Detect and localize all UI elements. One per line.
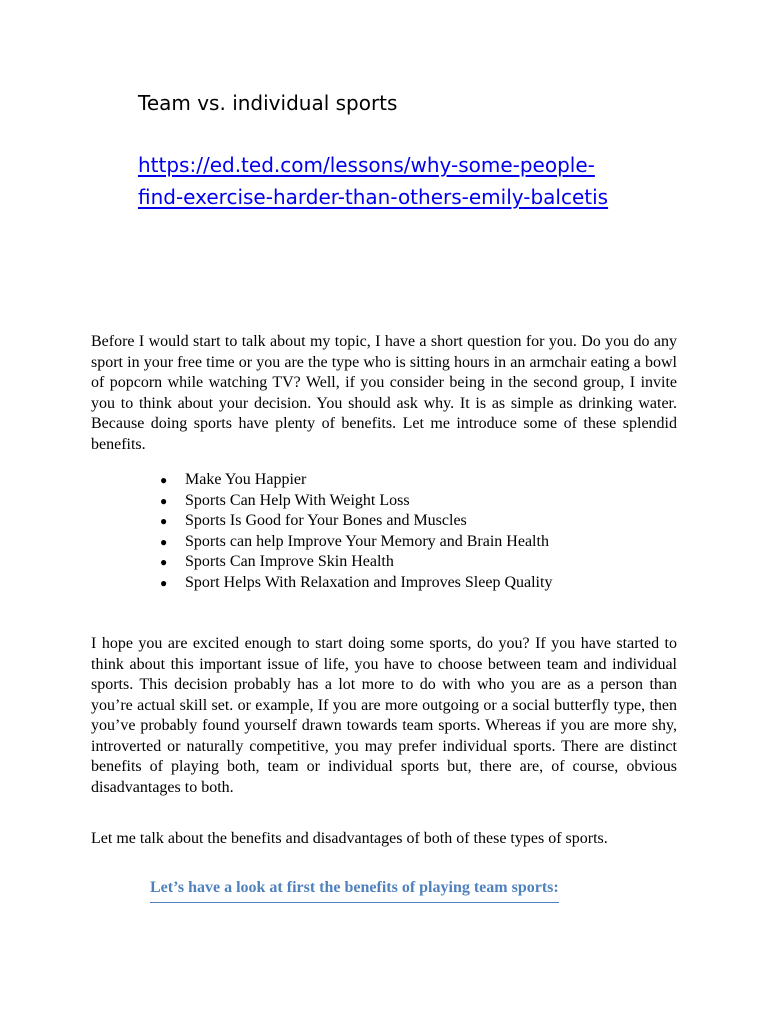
benefit-text: Sport Helps With Relaxation and Improves Sleep Quality [185,573,553,591]
bullet-icon: ● [160,534,168,549]
ted-lesson-link-line-2[interactable]: find-exercise-harder-than-others-emily-balcetis [138,185,609,209]
bullet-icon: ● [160,555,168,569]
document-title: Team vs. individual sports [138,91,398,115]
team-sports-heading: Let’s have a look at first the benefits of playing team sports: [150,877,559,903]
list-item [160,573,552,594]
benefit-text: Sports Can Improve Skin Health [185,553,394,570]
sports-choice-paragraph: I hope you are excited enough to start doing some sports, do you? If you have started to think about this important issue of life, you have to choose between team and individual sports. This decision probably has a lot more to do with who you are as a person than you’re actual skill set. or example, If you are more outgoing or a social butterfly type, then you’ve probably found yourself drawn towards team sports. Whereas if you are more shy, introverted or naturally competitive, you may prefer individual sports. There are distinct benefits of playing both, team or individual sports but, there are, of course, obvious disadvantages to both. [91,635,677,796]
bullet-icon: ● [160,493,168,508]
intro-paragraph: Before I would start to talk about my topic, I have a short question for you. Do you do any sport in your free time or you are the type who is sitting hours in an armchair eating a bowl of popcorn while watching TV? Well, if you consider being in the second group, I invite you to think about your decision. You should ask why. It is as simple as drinking water. Because doing sports have plenty of benefits. Let me introduce some of these splendid benefits. [91,333,677,453]
benefit-text: Sports can help Improve Your Memory and Brain Health [185,532,549,550]
benefits-intro-paragraph: Let me talk about the benefits and disadvantages of both of these types of sports. [91,830,608,847]
bullet-icon: ● [160,473,168,487]
list-item [160,552,552,573]
list-item [160,511,552,532]
bullet-icon: ● [160,575,168,590]
bullet-icon: ● [160,514,168,528]
benefit-text: Make You Happier [185,471,307,488]
benefit-text: Sports Is Good for Your Bones and Muscles [185,512,467,529]
list-item [160,470,552,491]
ted-lesson-link[interactable] [138,149,738,213]
list-item [160,532,552,553]
list-item [160,491,552,512]
benefit-text: Sports Can Help With Weight Loss [185,491,410,509]
benefits-list [160,470,552,593]
ted-lesson-link-line-1[interactable]: https://ed.ted.com/lessons/why-some-people- [138,153,595,177]
